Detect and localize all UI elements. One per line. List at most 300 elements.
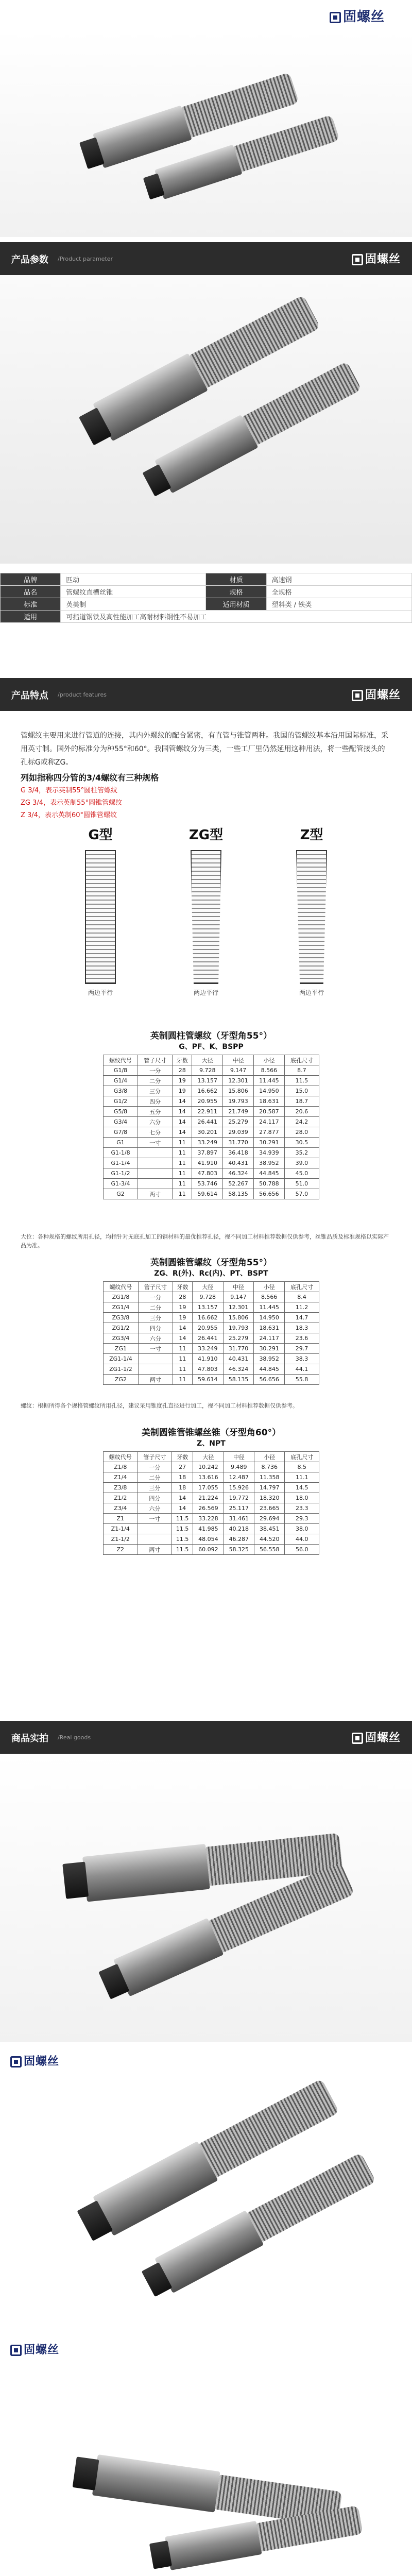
table-cell: 11 [173, 1189, 192, 1199]
table-cell: 9.489 [224, 1462, 254, 1472]
table-standard: Z、NPT [197, 1439, 226, 1448]
diagram-z: Z型 两边平行 [273, 824, 350, 1010]
product-photo [0, 1754, 412, 2042]
table-cell: 41.910 [192, 1158, 223, 1168]
table-cell: 44.520 [254, 1534, 285, 1545]
table-cell: G1/4 [104, 1076, 138, 1086]
table-cell: 9.147 [223, 1065, 254, 1076]
table-title: 英制圆柱管螺纹（牙型角55°） [150, 1031, 272, 1041]
table-row: 品名 管螺纹直槽丝锥 规格 全规格 [1, 586, 412, 598]
column-header: 牙数 [173, 1055, 192, 1065]
table-cell: 8.4 [285, 1292, 319, 1302]
table-cell [138, 1524, 172, 1534]
features-intro: 管螺纹主要用来进行管道的连接，其内外螺纹的配合紧密，有直管与锥管两种。我国的管螺纹基本沿用国际标准，采用英寸制。国外的标准分为种55°和60°。我国管螺纹分为三类，一些工厂里仍然延用这种用法，将一些配管接头的孔标G或称ZG。 [21, 732, 388, 767]
table-cell: 44.845 [253, 1168, 284, 1179]
table-cell: 23.6 [285, 1333, 319, 1344]
table-cell: 四分 [138, 1096, 173, 1107]
table-row [104, 1323, 319, 1333]
table-cell: 14 [173, 1127, 192, 1138]
table-cell: Z3/8 [104, 1483, 138, 1493]
table-cell: 41.985 [193, 1524, 224, 1534]
table-cell: 38.0 [285, 1524, 319, 1534]
column-header: 小径 [254, 1452, 285, 1462]
table-cell: 一寸 [138, 1514, 172, 1524]
table-cell: 31.770 [223, 1138, 254, 1148]
table-cell: Z1-1/2 [104, 1534, 138, 1545]
table-cell: 51.0 [284, 1179, 319, 1189]
column-header: 大径 [193, 1452, 224, 1462]
table-cell: 15.926 [224, 1483, 254, 1493]
table-cell: 11.358 [254, 1472, 285, 1483]
table-cell: 14 [173, 1107, 192, 1117]
table-cell: 56.558 [254, 1545, 285, 1555]
table-cell: 14.797 [254, 1483, 285, 1493]
table-cell: 11.5 [172, 1524, 193, 1534]
table-cell: G3/8 [104, 1086, 138, 1096]
bspt-table [103, 1252, 319, 1385]
table-cell: Z1 [104, 1514, 138, 1524]
table-cell: 18.0 [285, 1493, 319, 1503]
table-title: 美制圆锥管锥螺丝锥（牙型角60°） [141, 1428, 281, 1438]
table-cell: 两寸 [138, 1545, 172, 1555]
table-cell: 11 [173, 1158, 192, 1168]
product-photo [0, 2331, 412, 2576]
table-cell: 9.147 [223, 1292, 254, 1302]
brand-mark-icon [330, 12, 341, 23]
table-cell: 46.287 [224, 1534, 254, 1545]
table-cell: 11 [173, 1179, 192, 1189]
table-cell: 三分 [138, 1483, 172, 1493]
table-title: 英制圆锥管螺纹（牙型角55°） [150, 1258, 272, 1268]
table-cell: G1-1/8 [104, 1148, 138, 1158]
features-heading: 列如指称四分管的3/4螺纹有三种规格 [21, 773, 159, 783]
table-row [104, 1107, 319, 1117]
table-cell: 15.806 [223, 1313, 254, 1323]
table-cell: 11 [173, 1354, 192, 1364]
table-cell: 58.135 [223, 1189, 254, 1199]
table-cell: 19.772 [224, 1493, 254, 1503]
table-cell: 46.324 [223, 1168, 254, 1179]
table-row [104, 1524, 319, 1534]
column-header: 螺纹代号 [104, 1282, 139, 1292]
thread-diagram-icon [191, 850, 221, 984]
table-cell: 24.117 [253, 1117, 284, 1127]
table-cell: 45.0 [284, 1168, 319, 1179]
table-cell: 8.566 [253, 1065, 284, 1076]
table-cell: 37.897 [192, 1148, 223, 1158]
table-cell [138, 1179, 173, 1189]
column-header: 底孔尺寸 [284, 1055, 319, 1065]
table-cell: 25.279 [223, 1117, 254, 1127]
table-cell: 14 [172, 1493, 193, 1503]
table-cell: 11.445 [253, 1076, 284, 1086]
brand-logo: 固螺丝 [352, 686, 401, 702]
table-row [104, 1483, 319, 1493]
table-cell: 38.952 [254, 1354, 285, 1364]
table-cell: Z1-1/4 [104, 1524, 138, 1534]
table-cell: 两寸 [138, 1375, 173, 1385]
column-header: 中径 [224, 1452, 254, 1462]
params-subtitle: /Product parameter [58, 256, 113, 262]
table-cell: 13.157 [192, 1302, 223, 1313]
table-cell: 11.5 [284, 1076, 319, 1086]
table-cell: 8.736 [254, 1462, 285, 1472]
table-cell: 二分 [138, 1472, 172, 1483]
table-cell: Z1/4 [104, 1472, 138, 1483]
table-row [104, 1292, 319, 1302]
table-cell: 8.7 [284, 1065, 319, 1076]
table-cell: 12.301 [223, 1302, 254, 1313]
table-cell: 20.955 [192, 1096, 223, 1107]
table-cell: 11 [173, 1148, 192, 1158]
table-cell: 38.3 [285, 1354, 319, 1364]
table-cell: 18.3 [285, 1323, 319, 1333]
table-cell: 46.324 [223, 1364, 254, 1375]
thread-type-diagram [62, 824, 350, 1010]
table-cell: 30.291 [254, 1344, 285, 1354]
table-cell: 56.656 [253, 1189, 284, 1199]
table-row: 适用 可指道钢铁及高性能加工高耐材料钢性不易加工 [1, 611, 412, 623]
table-cell: 16.662 [192, 1086, 223, 1096]
table-cell: 18 [172, 1472, 193, 1483]
table-cell: 23.665 [254, 1503, 285, 1514]
table-cell: 40.218 [224, 1524, 254, 1534]
table-cell: ZG3/4 [104, 1333, 139, 1344]
table-cell: 8.566 [254, 1292, 285, 1302]
column-header: 底孔尺寸 [285, 1452, 319, 1462]
table-cell: 33.249 [192, 1138, 223, 1148]
table-cell: 19 [173, 1076, 192, 1086]
brand-mark-icon [352, 1733, 363, 1744]
table-cell: 19 [173, 1302, 192, 1313]
table-row [104, 1364, 319, 1375]
table-cell: 53.746 [192, 1179, 223, 1189]
table-cell: 47.803 [192, 1364, 223, 1375]
table-cell: 20.955 [192, 1323, 223, 1333]
table-cell: G1-3/4 [104, 1179, 138, 1189]
brand-logo: 固螺丝 [10, 2053, 59, 2069]
table-cell: 31.461 [224, 1514, 254, 1524]
column-header: 管子尺寸 [138, 1055, 173, 1065]
features-subtitle: /product features [58, 691, 107, 698]
table-cell: 19.793 [223, 1323, 254, 1333]
diagram-zg: ZG型 两边平行 [188, 827, 224, 996]
table-cell: 38.451 [254, 1524, 285, 1534]
table-cell: 21.749 [223, 1107, 254, 1117]
column-header: 管子尺寸 [138, 1282, 173, 1292]
table-row: 标准 英美制 适用材质 塑料类 / 铁类 [1, 598, 412, 611]
table-cell [138, 1148, 173, 1158]
table-cell: 二分 [138, 1302, 173, 1313]
column-header: 螺纹代号 [104, 1055, 138, 1065]
table-cell: ZG1-1/2 [104, 1364, 139, 1375]
table-cell: G3/4 [104, 1117, 138, 1127]
photos-title: 商品实拍 [11, 1733, 48, 1744]
table-cell: 10.242 [193, 1462, 224, 1472]
table-cell: 21.224 [193, 1493, 224, 1503]
table-cell: 七分 [138, 1127, 173, 1138]
table-cell: G1/8 [104, 1065, 138, 1076]
table-cell: 34.939 [253, 1148, 284, 1158]
table-row [104, 1086, 319, 1096]
table-cell: 18.7 [284, 1096, 319, 1107]
table-cell: 35.2 [284, 1148, 319, 1158]
table-cell: 58.325 [224, 1545, 254, 1555]
top-banner [0, 0, 412, 31]
table-cell: 24.117 [254, 1333, 285, 1344]
table-cell: ZG2 [104, 1375, 139, 1385]
table-cell: 14 [173, 1096, 192, 1107]
table-cell: 14 [173, 1333, 192, 1344]
table-header-row [104, 1055, 319, 1065]
table-cell [138, 1158, 173, 1168]
table-cell: 11 [173, 1138, 192, 1148]
table-cell: 六分 [138, 1117, 173, 1127]
table-row [104, 1168, 319, 1179]
table-cell: 29.039 [223, 1127, 254, 1138]
table-cell: ZG1/8 [104, 1292, 139, 1302]
table-row [104, 1375, 319, 1385]
table-row [104, 1127, 319, 1138]
brand-mark-icon [10, 2056, 22, 2067]
table-row [104, 1076, 319, 1086]
table-cell: 29.694 [254, 1514, 285, 1524]
table-cell: 四分 [138, 1493, 172, 1503]
table-cell [138, 1354, 173, 1364]
column-header: 底孔尺寸 [285, 1282, 319, 1292]
table-note: 螺纹：根据所得各个规格管螺纹所用孔径，建议采用锥度孔直径进行加工，视不同加工材料推荐数据仅供参考。 [21, 1402, 298, 1409]
table-cell: 一寸 [138, 1138, 173, 1148]
table-row [104, 1472, 319, 1483]
feature-line: ZG 3/4，表示英制55°圆锥管螺纹 [21, 799, 123, 807]
table-cell: 三分 [138, 1313, 173, 1323]
table-header-row [104, 1452, 319, 1462]
photos-header [0, 1721, 412, 1754]
table-row [104, 1065, 319, 1076]
table-cell: 44.1 [285, 1364, 319, 1375]
table-cell: 11 [173, 1344, 192, 1354]
features-title: 产品特点 [11, 690, 48, 701]
table-cell: 13.157 [192, 1076, 223, 1086]
column-header: 管子尺寸 [138, 1452, 172, 1462]
table-cell: 27 [172, 1462, 193, 1472]
brand-mark-icon [352, 690, 363, 701]
column-header: 牙数 [173, 1282, 192, 1292]
table-cell: ZG1/4 [104, 1302, 139, 1313]
table-cell: 60.092 [193, 1545, 224, 1555]
table-row: 品牌 匹动 材质 高速钢 [1, 573, 412, 586]
table-cell: ZG3/8 [104, 1313, 139, 1323]
table-cell: 11 [173, 1364, 192, 1375]
thread-diagram-icon [85, 850, 116, 984]
table-cell: 六分 [138, 1503, 172, 1514]
column-header: 牙数 [172, 1452, 193, 1462]
table-cell: 33.228 [193, 1514, 224, 1524]
table-cell: 59.614 [192, 1375, 223, 1385]
table-cell: G1/2 [104, 1096, 138, 1107]
table-cell: 55.8 [285, 1375, 319, 1385]
table-cell: 11.5 [172, 1534, 193, 1545]
table-row [104, 1148, 319, 1158]
table-row [104, 1333, 319, 1344]
table-cell: 9.728 [192, 1292, 223, 1302]
table-cell: 12.301 [223, 1076, 254, 1086]
table-row [104, 1138, 319, 1148]
table-cell: G2 [104, 1189, 138, 1199]
params-title: 产品参数 [11, 255, 48, 265]
table-cell: 44.845 [254, 1364, 285, 1375]
table-cell: 18.631 [254, 1323, 285, 1333]
table-cell: 50.788 [253, 1179, 284, 1189]
table-cell: 五分 [138, 1107, 173, 1117]
table-cell: 11.5 [172, 1545, 193, 1555]
table-cell: 22.911 [192, 1107, 223, 1117]
params-photo [0, 275, 412, 564]
table-cell: 36.418 [223, 1148, 254, 1158]
table-cell: 11.2 [285, 1302, 319, 1313]
table-header-row [104, 1282, 319, 1292]
table-row [104, 1189, 319, 1199]
table-cell: 两寸 [138, 1189, 173, 1199]
table-row [104, 1462, 319, 1472]
feature-line: G 3/4，表示英制55°圆柱管螺纹 [21, 787, 118, 794]
table-cell: 11.445 [254, 1302, 285, 1313]
photos-subtitle: /Real goods [58, 1734, 91, 1741]
table-cell: 56.656 [254, 1375, 285, 1385]
column-header: 螺纹代号 [104, 1452, 138, 1462]
table-cell: 14.950 [253, 1086, 284, 1096]
brand-logo: 固螺丝 [352, 1729, 401, 1745]
table-cell: 18.631 [253, 1096, 284, 1107]
table-row [104, 1117, 319, 1127]
table-cell: ZG1/2 [104, 1323, 139, 1333]
table-cell: ZG1-1/4 [104, 1354, 139, 1364]
table-cell: 11 [173, 1375, 192, 1385]
table-cell: 11.1 [285, 1472, 319, 1483]
npt-table [103, 1422, 319, 1555]
table-note: 大位：各种规格的螺纹所用孔径，均指针对无底孔加工的钢材料的最优推荐孔径，视不同加工材料推荐数据仅供参考，丝锥品质及标准规格以实际产品为准。 [21, 1233, 389, 1249]
table-cell: 25.117 [224, 1503, 254, 1514]
brand-logo: 固螺丝 [330, 6, 385, 25]
table-cell: 30.201 [192, 1127, 223, 1138]
table-cell: 39.0 [284, 1158, 319, 1168]
table-cell: 17.055 [193, 1483, 224, 1493]
table-cell: 33.249 [192, 1344, 223, 1354]
table-cell: G7/8 [104, 1127, 138, 1138]
diagram-g: G型 两边平行 [62, 824, 139, 1010]
table-cell: 二分 [138, 1076, 173, 1086]
table-cell: 28.0 [284, 1127, 319, 1138]
table-cell: 11 [173, 1168, 192, 1179]
table-cell: 15.0 [284, 1086, 319, 1096]
table-cell: 11.5 [172, 1514, 193, 1524]
table-row [104, 1344, 319, 1354]
table-cell: 13.616 [193, 1472, 224, 1483]
table-cell [138, 1534, 172, 1545]
table-cell: 26.569 [193, 1503, 224, 1514]
table-cell: 14 [172, 1503, 193, 1514]
table-row [104, 1493, 319, 1503]
table-row [104, 1302, 319, 1313]
table-cell: 30.291 [253, 1138, 284, 1148]
table-cell: 28 [173, 1292, 192, 1302]
table-row [104, 1096, 319, 1107]
table-cell: 30.5 [284, 1138, 319, 1148]
table-cell: 29.3 [285, 1514, 319, 1524]
table-cell: 23.3 [285, 1503, 319, 1514]
table-cell: 一分 [138, 1292, 173, 1302]
table-cell: 47.803 [192, 1168, 223, 1179]
table-cell: Z1/2 [104, 1493, 138, 1503]
table-cell: 57.0 [284, 1189, 319, 1199]
table-cell: 14.5 [285, 1483, 319, 1493]
table-cell: G5/8 [104, 1107, 138, 1117]
table-cell [138, 1168, 173, 1179]
table-cell: 48.054 [193, 1534, 224, 1545]
table-cell: 19.793 [223, 1096, 254, 1107]
table-cell: 26.441 [192, 1333, 223, 1344]
table-cell: 15.806 [223, 1086, 254, 1096]
thread-diagram-icon [296, 850, 327, 984]
column-header: 小径 [254, 1282, 285, 1292]
table-row [104, 1503, 319, 1514]
params-table [0, 573, 412, 623]
table-cell: 19 [173, 1313, 192, 1323]
table-cell: 8.5 [285, 1462, 319, 1472]
table-cell: 14 [173, 1117, 192, 1127]
table-cell: 14.7 [285, 1313, 319, 1323]
table-cell: 44.0 [285, 1534, 319, 1545]
table-cell: 一寸 [138, 1344, 173, 1354]
table-cell [138, 1364, 173, 1375]
table-cell: 四分 [138, 1323, 173, 1333]
table-cell: 41.910 [192, 1354, 223, 1364]
table-row [104, 1514, 319, 1524]
table-cell: 59.614 [192, 1189, 223, 1199]
brand-logo: 固螺丝 [10, 2341, 59, 2357]
table-cell: 六分 [138, 1333, 173, 1344]
table-cell: 18 [172, 1483, 193, 1493]
product-photo [0, 2042, 412, 2331]
column-header: 中径 [223, 1282, 254, 1292]
table-cell: 26.441 [192, 1117, 223, 1127]
table-cell: 28 [173, 1065, 192, 1076]
table-row [104, 1313, 319, 1323]
table-cell: 58.135 [223, 1375, 254, 1385]
column-header: 小径 [253, 1055, 284, 1065]
table-cell: 一分 [138, 1065, 173, 1076]
table-cell: 9.728 [192, 1065, 223, 1076]
brand-logo: 固螺丝 [352, 250, 401, 266]
table-cell: Z1/8 [104, 1462, 138, 1472]
column-header: 大径 [192, 1055, 223, 1065]
table-row [104, 1179, 319, 1189]
table-cell: G1 [104, 1138, 138, 1148]
table-cell: 40.431 [223, 1158, 254, 1168]
table-cell: 29.7 [285, 1344, 319, 1354]
table-cell: 16.662 [192, 1313, 223, 1323]
table-cell: 14 [173, 1323, 192, 1333]
table-cell: 18.320 [254, 1493, 285, 1503]
table-cell: G1-1/4 [104, 1158, 138, 1168]
feature-line: Z 3/4，表示英制60°圆锥管螺纹 [21, 811, 117, 819]
table-cell: 12.487 [224, 1472, 254, 1483]
table-cell: 三分 [138, 1086, 173, 1096]
features-text [21, 729, 391, 822]
table-cell: Z2 [104, 1545, 138, 1555]
table-row [104, 1158, 319, 1168]
table-cell: 56.0 [285, 1545, 319, 1555]
